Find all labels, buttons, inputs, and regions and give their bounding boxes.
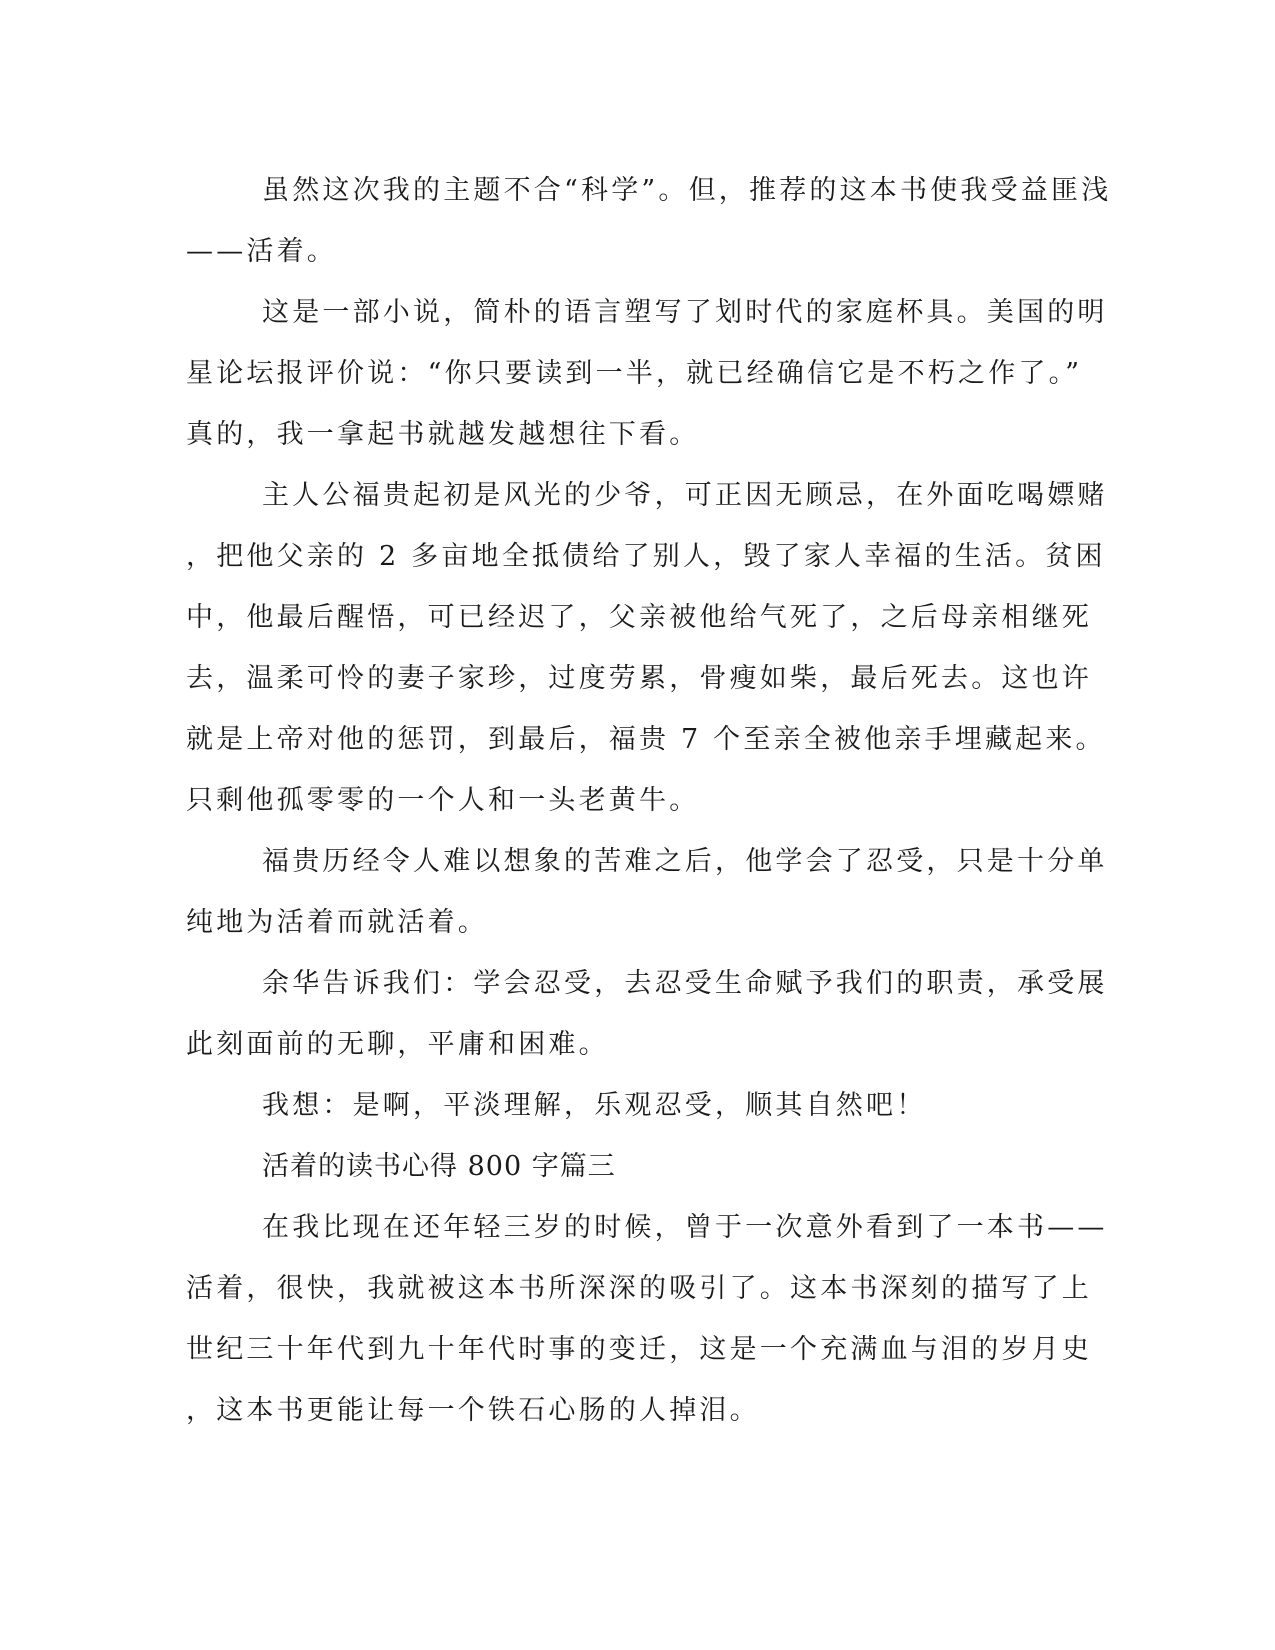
text-line: 这是一部小说，简朴的语言塑写了划时代的家庭杯具。美国的明 (262, 297, 1108, 328)
section-heading: 活着的读书心得 800 字篇三 (262, 1151, 616, 1182)
text-line: 星论坛报评价说：“你只要读到一半，就已经确信它是不朽之作了。” (186, 358, 1083, 389)
text-line: 我想：是啊，平淡理解，乐观忍受，顺其自然吧！ (262, 1090, 927, 1121)
text-line: ——活着。 (186, 236, 337, 267)
text-line: 世纪三十年代到九十年代时事的变迁，这是一个充满血与泪的岁月史 (186, 1334, 1092, 1365)
text-line: 虽然这次我的主题不合“科学”。但，推荐的这本书使我受益匪浅 (262, 175, 1112, 206)
text-line: 纯地为活着而就活着。 (186, 907, 488, 938)
text-line: 真的，我一拿起书就越发越想往下看。 (186, 419, 700, 450)
text-line: 只剩他孤零零的一个人和一头老黄牛。 (186, 785, 700, 816)
text-line: 中，他最后醒悟，可已经迟了，父亲被他给气死了，之后母亲相继死 (186, 602, 1092, 633)
text-line: 活着，很快，我就被这本书所深深的吸引了。这本书深刻的描写了上 (186, 1273, 1092, 1304)
text-line: 余华告诉我们：学会忍受，去忍受生命赋予我们的职责，承受展 (262, 968, 1108, 999)
text-line: 此刻面前的无聊，平庸和困难。 (186, 1029, 609, 1060)
text-line: 就是上帝对他的惩罚，到最后，福贵 7 个至亲全被他亲手埋藏起来。 (186, 724, 1106, 755)
text-line: 福贵历经令人难以想象的苦难之后，他学会了忍受，只是十分单 (262, 846, 1108, 877)
text-line: ，把他父亲的 2 多亩地全抵债给了别人，毁了家人幸福的生活。贫困 (186, 541, 1106, 572)
text-line: 在我比现在还年轻三岁的时候，曾于一次意外看到了一本书—— (262, 1212, 1108, 1243)
text-line: ，这本书更能让每一个铁石心肠的人掉泪。 (186, 1395, 760, 1426)
text-line: 去，温柔可怜的妻子家珍，过度劳累，骨瘦如柴，最后死去。这也许 (186, 663, 1092, 694)
document-body (186, 160, 1112, 1441)
text-line: 主人公福贵起初是风光的少爷，可正因无顾忌，在外面吃喝嫖赌 (262, 480, 1108, 511)
